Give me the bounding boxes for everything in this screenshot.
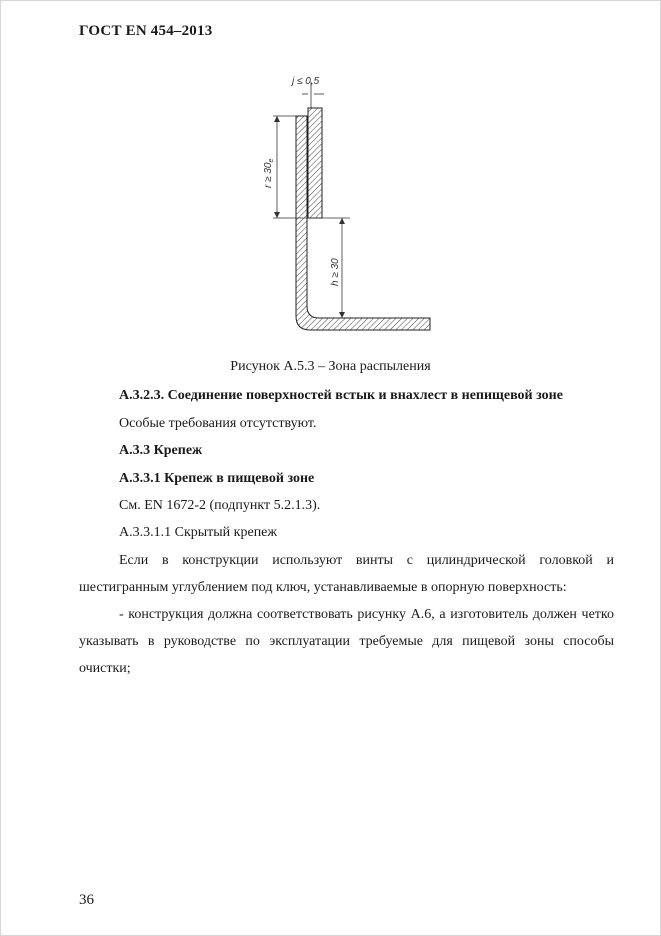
heading-a331: А.3.3.1 Крепеж в пищевой зоне: [119, 471, 315, 486]
upper-plate: [308, 108, 322, 218]
paragraph-screws: Если в конструкции используют винты с цилиндрической головкой и шестигранным углублением под ключ, устанавливаемые в опорную поверхность:: [79, 553, 614, 595]
text-no-requirements: Особые требования отсутствуют.: [119, 416, 317, 431]
spray-zone-figure: [250, 68, 450, 348]
height-dimension-label: h ≥ 30: [330, 258, 341, 286]
overlap-dimension-label: $r \ge 30_e$: [263, 158, 275, 188]
page-number: 36: [79, 892, 94, 908]
gap-dimension-label: j ≤ 0,5: [292, 76, 320, 87]
text-a3311: А.3.3.1.1 Скрытый крепеж: [119, 525, 278, 540]
text-see-reference: См. EN 1672-2 (подпункт 5.2.1.3).: [119, 498, 321, 513]
figure-caption: Рисунок А.5.3 – Зона распыления: [230, 359, 431, 374]
heading-a33: А.3.3 Крепеж: [119, 443, 203, 458]
paragraph-requirements: - конструкция должна соответствовать рисунку А.6, а изготовитель должен четко указывать в руководстве по эксплуатации требуемые для пищевой зоны способы очистки;: [79, 607, 614, 676]
document-header: ГОСТ EN 454–2013: [79, 23, 213, 39]
heading-a323: А.3.2.3. Соединение поверхностей встык и внахлест в непищевой зоне: [119, 388, 563, 403]
